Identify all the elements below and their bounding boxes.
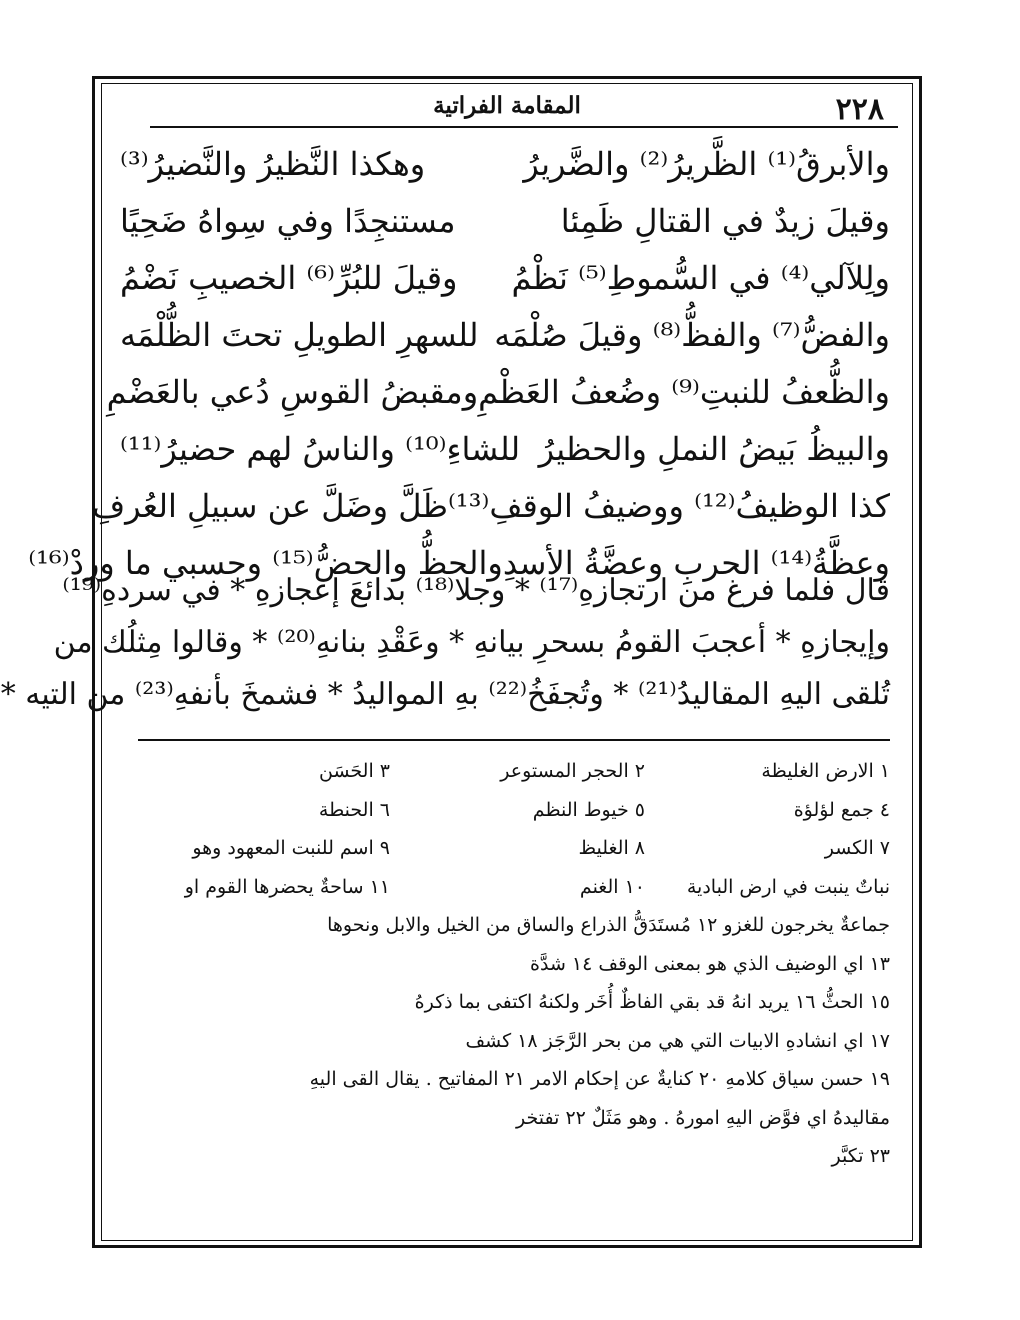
verse-first-hemistich: والبيظُ بَيضُ النملِ والحظيرُ xyxy=(538,429,890,468)
prose-line: قال فلما فرغ من ارتجازهِ⁽¹⁷⁾ * وجلا⁽¹⁸⁾ بدائعَ إعجازهِ * في سردهِ⁽¹⁹⁾ xyxy=(62,573,890,608)
footnote: مقاليدهُ اي فوَّض اليهِ امورهُ . وهو مَثَلٌ ٢٢ تفتخر xyxy=(516,1106,890,1129)
footnote-row xyxy=(120,906,890,945)
footnote: ٢٣ تكبَّر xyxy=(831,1145,890,1167)
footnote: ٣ الحَسَن xyxy=(318,760,390,782)
verse-second-hemistich: وقيلَ للبُرِّ⁽⁶⁾ الخصيبِ نَضْمُ xyxy=(120,258,458,297)
verse-second-hemistich: والحظُّ والحضُّ⁽¹⁵⁾ وحسبي ما وردْ⁽¹⁶⁾ xyxy=(28,543,503,582)
footnote-row xyxy=(120,945,890,984)
verse-line xyxy=(120,135,890,192)
footnote: ١٧ اي انشادهِ الابيات التي هي من بحر الرَّجَز ١٨ كشف xyxy=(465,1029,890,1052)
footnote-row xyxy=(120,1060,890,1099)
footnote: جماعةٌ يخرجون للغزو ١٢ مُستَدَقُّ الذراع والساق من الخيل والابل ونحوها xyxy=(327,914,890,936)
verse-first-hemistich: وعظَّةُ⁽¹⁴⁾ الحربِ وعضَّةُ الأسدِ xyxy=(502,543,890,582)
footnote-row xyxy=(120,983,890,1022)
footnote: ١٩ حسن سياق كلامهِ ٢٠ كنايةٌ عن إحكام الامر ٢١ المفاتيح . يقال القى اليهِ xyxy=(309,1068,890,1090)
footnote-row xyxy=(120,791,890,830)
verse-first-hemistich: وقيلَ زيدٌ في القتالِ ظَمِئا xyxy=(560,201,890,240)
verse-second-hemistich: ومقبضُ القوسِ دُعي بالعَضْمِ xyxy=(106,372,479,411)
footnote-row xyxy=(120,1022,890,1061)
verse-second-hemistich: ظَلَّ وضَلَّ عن سبيلِ العُرفِ xyxy=(91,486,448,525)
verse-second-hemistich: للشاءِ⁽¹⁰⁾ والناسُ لهم حضيرُ⁽¹¹⁾ xyxy=(120,429,521,468)
verse-line xyxy=(106,363,890,420)
footnote-row xyxy=(120,752,890,791)
page-number: ٢٢٨ xyxy=(835,92,884,127)
footnote: ٤ جمع لؤلؤة xyxy=(793,798,890,821)
verse-first-hemistich: ولِلآلي⁽⁴⁾ في السُّموطِ⁽⁵⁾ نَظْمُ xyxy=(511,258,890,297)
verse-line xyxy=(120,306,890,363)
verse-first-hemistich: والظُّعفُ للنبتِ⁽⁹⁾ وضُعفُ العَظْمِ xyxy=(478,372,890,411)
footnote: نباتٌ ينبت في ارض البادية xyxy=(686,875,890,898)
footnote-row xyxy=(120,868,890,907)
footnote: ١٠ الغنم xyxy=(579,875,645,898)
verse-line xyxy=(91,477,890,534)
footnote: ٥ خيوط النظم xyxy=(532,798,645,821)
prose-line: تُلقى اليهِ المقاليدُ⁽²¹⁾ * وتُجفَخُ⁽²²⁾ بهِ المواليدُ * فشمخَ بأنفهِ⁽²³⁾ من التيه * xyxy=(0,677,890,712)
header-rule xyxy=(150,126,898,128)
footnote-rule xyxy=(138,739,890,741)
footnote: ١٥ الحثُّ ١٦ يريد انهُ قد بقي الفاظٌ أُخَر ولكنهُ اكتفى بما ذكرهُ xyxy=(414,991,890,1013)
running-title: المقامة الفراتية xyxy=(433,92,581,119)
verse-line xyxy=(120,249,890,306)
verse-line xyxy=(120,192,890,249)
footnote: ٧ الكسر xyxy=(824,837,890,859)
verse-second-hemistich: وهكذا النَّظيرُ والنَّضيرُ⁽³⁾ xyxy=(120,144,426,183)
footnote: ٦ الحنطة xyxy=(318,798,390,821)
prose-line: وإيجازهِ * أعجبَ القومُ بسحرِ بيانهِ * وعَقْدِ بنانهِ⁽²⁰⁾ * وقالوا مِثلُك من xyxy=(53,625,890,660)
footnote: ٩ اسم للنبت المعهود وهو xyxy=(192,837,390,859)
footnote: ١٣ اي الوضيف الذي هو بمعنى الوقف ١٤ شدَّة xyxy=(530,952,890,975)
verse-second-hemistich: للسهرِ الطويلِ تحتَ الظُّلْمَه xyxy=(120,315,479,354)
footnote: ١١ ساحةٌ يحضرها القوم او xyxy=(184,875,390,898)
footnote: ٢ الحجر المستوعر xyxy=(500,760,645,782)
footnotes xyxy=(120,752,890,1176)
verse-first-hemistich: كذا الوظيفُ⁽¹²⁾ ووضيفُ الوقفِ⁽¹³⁾ xyxy=(447,486,890,525)
footnote-row xyxy=(120,829,890,868)
verse-second-hemistich: مستنجِدًا وفي سِواهُ ضَحِيًا xyxy=(120,201,456,240)
verse-line xyxy=(120,420,890,477)
verse-first-hemistich: والفضُّ⁽⁷⁾ والفظُّ⁽⁸⁾ وقيلَ صُلْمَه xyxy=(494,315,890,354)
footnote: ١ الارض الغليظة xyxy=(761,760,890,782)
page-header xyxy=(112,90,902,130)
verse-first-hemistich: والأبرقُ⁽¹⁾ الظَّريرُ⁽²⁾ والضَّريرُ xyxy=(523,144,890,183)
footnote-row xyxy=(120,1137,890,1176)
prose-paragraph xyxy=(0,565,890,721)
footnote-row xyxy=(120,1099,890,1138)
footnote: ٨ الغليظ xyxy=(578,837,645,859)
